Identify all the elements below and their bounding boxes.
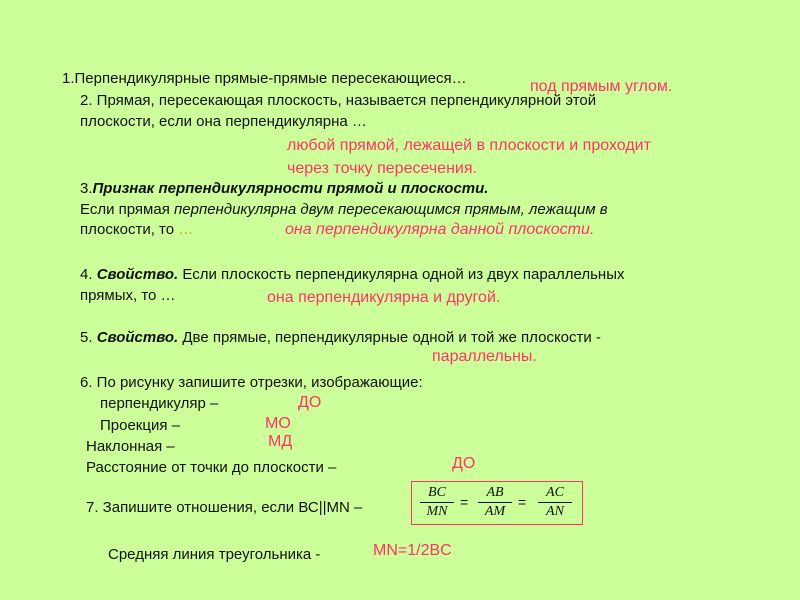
fraction-1-denominator: MN	[426, 504, 448, 519]
fraction-3-denominator: AN	[546, 504, 564, 519]
question-4-line-1-text: Если плоскость перпендикулярна одной из двух параллельных	[178, 266, 625, 283]
equals-sign-2: =	[518, 494, 527, 510]
fraction-2-numerator: AB	[478, 485, 512, 503]
question-6-line-1: 6. По рисунку запишите отрезки, изображающие:	[80, 374, 423, 391]
question-1-text: 1.Перпендикулярные прямые-прямые пересекающиеся…	[62, 70, 467, 87]
question-5-title: Свойство.	[96, 329, 179, 346]
question-3-answer: она перпендикулярна данной плоскости.	[285, 221, 595, 238]
question-5-line-1-text: Две прямые, перпендикулярные одной и той же плоскости -	[178, 329, 601, 346]
question-4-answer: она перпендикулярна и другой.	[267, 289, 501, 306]
question-6-projection-label: Проекция –	[100, 417, 180, 434]
question-3-title: Признак перпендикулярности прямой и плоскости.	[92, 180, 489, 197]
question-3-line-1	[80, 201, 608, 219]
question-1-answer: под прямым углом.	[530, 78, 673, 95]
fraction-bc-mn	[420, 485, 454, 520]
question-6-projection-answer: МО	[265, 415, 291, 432]
question-3-line-2-start: плоскости, то	[80, 221, 179, 238]
midline-label: Средняя линия треугольника -	[108, 546, 321, 563]
question-6-perpendicular-answer: ДО	[298, 394, 322, 411]
question-6-inclined-label: Наклонная –	[86, 438, 175, 455]
question-6-distance-label: Расстояние от точки до плоскости –	[86, 459, 337, 476]
midline-answer: MN=1/2BC	[373, 542, 452, 559]
question-4-line-1	[80, 266, 625, 284]
question-2-answer-line-2: через точку пересечения.	[287, 160, 477, 177]
fraction-2-denominator: AM	[484, 504, 506, 519]
question-3-line-1-italic: перпендикулярна двум пересекающимся прямым, лежащим в	[174, 201, 608, 218]
question-4-title: Свойство.	[96, 266, 179, 283]
fraction-3-numerator: AC	[538, 485, 572, 503]
question-4-number: 4.	[80, 266, 97, 283]
question-3-dots: …	[178, 221, 194, 238]
question-4-line-2: прямых, то …	[80, 287, 176, 304]
question-3-line-1-start: Если прямая	[80, 201, 174, 218]
question-3-line-2	[80, 221, 193, 239]
question-5-answer: параллельны.	[432, 348, 537, 365]
ratio-formula	[411, 481, 583, 525]
fraction-ab-am	[478, 485, 512, 520]
question-2-line-1: 2. Прямая, пересекающая плоскость, называется перпендикулярной этой	[80, 92, 597, 109]
question-7-text: 7. Запишите отношения, если ВС||MN –	[86, 499, 363, 516]
question-2-answer-line-1: любой прямой, лежащей в плоскости и проходит	[287, 137, 651, 154]
fraction-1-numerator: BC	[420, 485, 454, 503]
question-5-line-1	[80, 329, 601, 347]
question-5-number: 5.	[80, 329, 97, 346]
question-6-distance-answer: ДО	[452, 455, 476, 472]
fraction-ac-an	[538, 485, 572, 520]
question-6-perpendicular-label: перпендикуляр –	[100, 395, 219, 412]
equals-sign-1: =	[460, 494, 469, 510]
question-2-line-2: плоскости, если она перпендикулярна …	[80, 113, 367, 130]
question-6-inclined-answer: МД	[268, 433, 293, 450]
question-3-heading	[80, 180, 488, 198]
question-3-number: 3.	[80, 180, 93, 197]
